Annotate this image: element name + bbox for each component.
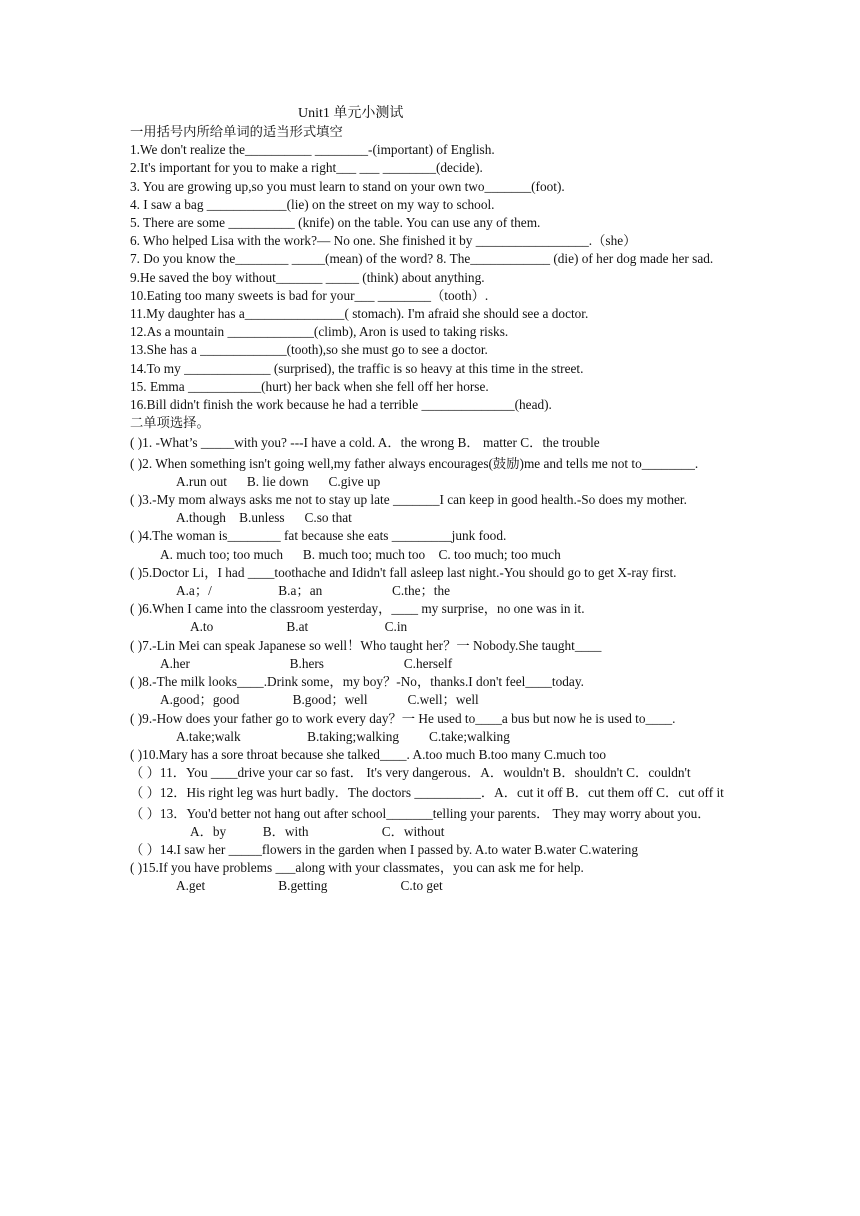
fill-item-9: 9.He saved the boy without_______ _____ (think) about anything. — [130, 269, 485, 285]
fill-item-4: 4. I saw a bag ____________(lie) on the street on my way to school. — [130, 196, 495, 212]
choice-options-15: A.get B.getting C.to get — [176, 878, 443, 894]
fill-item-2: 2.It's important for you to make a right___ ___ ________(decide). — [130, 160, 483, 176]
section1-list — [130, 141, 732, 414]
fill-item-3: 3. You are growing up,so you must learn to stand on your own two_______(foot). — [130, 178, 565, 194]
choice-question-8: ( )8.-The milk looks____.Drink some，my boy？-No，thanks.I don't feel____today. — [130, 674, 584, 690]
fill-item-1: 1.We don't realize the__________ ________-(important) of English. — [130, 142, 495, 158]
fill-item-10: 10.Eating too many sweets is bad for your___ ________（tooth）. — [130, 287, 489, 303]
choice-options-2: A.run out B. lie down C.give up — [176, 473, 381, 489]
choice-options-6: A.to B.at C.in — [190, 619, 408, 635]
fill-item-13: 13.She has a _____________(tooth),so she must go to see a doctor. — [130, 342, 488, 358]
choice-question-15: ( )15.If you have problems ___along with your classmates，you can ask me for help. — [130, 860, 584, 876]
choice-question-11: （ ）11．You ____drive your car so fast． It's very dangerous．A．wouldn't B．shouldn't C．couldn't — [130, 765, 691, 781]
choice-options-3: A.though B.unless C.so that — [176, 510, 352, 526]
fill-item-15: 15. Emma ___________(hurt) her back when she fell off her horse. — [130, 378, 489, 394]
fill-item-6: 6. Who helped Lisa with the work?— No one. She finished it by _________________.（she） — [130, 233, 637, 249]
choice-question-4: ( )4.The woman is________ fat because she eats _________junk food. — [130, 528, 507, 544]
choice-question-2: ( )2. When something isn't going well,my father always encourages(鼓励)me and tells me not to________. — [130, 455, 699, 471]
choice-question-13: （ ）13．You'd better not hang out after school_______telling your parents． They may worry about you． — [130, 805, 711, 821]
choice-question-14: （ ）14.I saw her _____flowers in the garden when I passed by. A.to water B.water C.watering — [130, 841, 638, 857]
section1-heading: 一用括号内所给单词的适当形式填空 — [130, 124, 343, 139]
choice-question-7: ( )7.-Lin Mei can speak Japanese so well！Who taught her？一 Nobody.She taught____ — [130, 637, 602, 653]
choice-options-9: A.take;walk B.taking;walking C.take;walking — [176, 728, 510, 744]
choice-question-10: ( )10.Mary has a sore throat because she talked____. A.too much B.too many C.much too — [130, 746, 606, 762]
fill-item-14: 14.To my _____________ (surprised), the traffic is so heavy at this time in the street. — [130, 360, 584, 376]
choice-options-7: A.her B.hers C.herself — [160, 655, 453, 671]
choice-question-6: ( )6.When I came into the classroom yesterday，____ my surprise，no one was in it. — [130, 601, 585, 617]
choice-question-12: （ ）12．His right leg was hurt badly．The doctors __________．A．cut it off B．cut them off C．cut off it — [130, 785, 724, 801]
section2-list — [130, 432, 732, 895]
fill-item-7-8: 7. Do you know the________ _____(mean) of the word? 8. The____________ (die) of her dog made her sad. — [130, 251, 714, 267]
fill-item-5: 5. There are some __________ (knife) on the table. You can use any of them. — [130, 215, 541, 231]
worksheet-title: Unit1 单元小测试 — [298, 106, 404, 121]
fill-item-12: 12.As a mountain _____________(climb), Aron is used to taking risks. — [130, 324, 509, 340]
choice-question-9: ( )9.-How does your father go to work every day？一 He used to____a bus but now he is used to____. — [130, 710, 676, 726]
section2-heading: 二单项选择。 — [130, 415, 210, 431]
choice-options-13: A．by B．with C．without — [190, 823, 445, 839]
choice-options-5: A.a；/ B.a；an C.the；the — [176, 583, 451, 599]
fill-item-11: 11.My daughter has a_______________( stomach). I'm afraid she should see a doctor. — [130, 306, 589, 322]
choice-question-1: ( )1. -What’s _____with you? ---I have a cold. A．the wrong B． matter C．the trouble — [130, 435, 600, 451]
choice-question-5: ( )5.Doctor Li，I had ____toothache and Ididn't fall asleep last night.-You should go to get X-ray first. — [130, 564, 677, 580]
choice-question-3: ( )3.-My mom always asks me not to stay up late _______I can keep in good health.-So does my mother. — [130, 492, 687, 508]
worksheet-page — [130, 104, 732, 896]
choice-options-8: A.good；good B.good；well C.well；well — [160, 692, 479, 708]
choice-options-4: A. much too; too much B. much too; much too C. too much; too much — [160, 546, 561, 562]
fill-item-16: 16.Bill didn't finish the work because he had a terrible ______________(head). — [130, 397, 552, 413]
